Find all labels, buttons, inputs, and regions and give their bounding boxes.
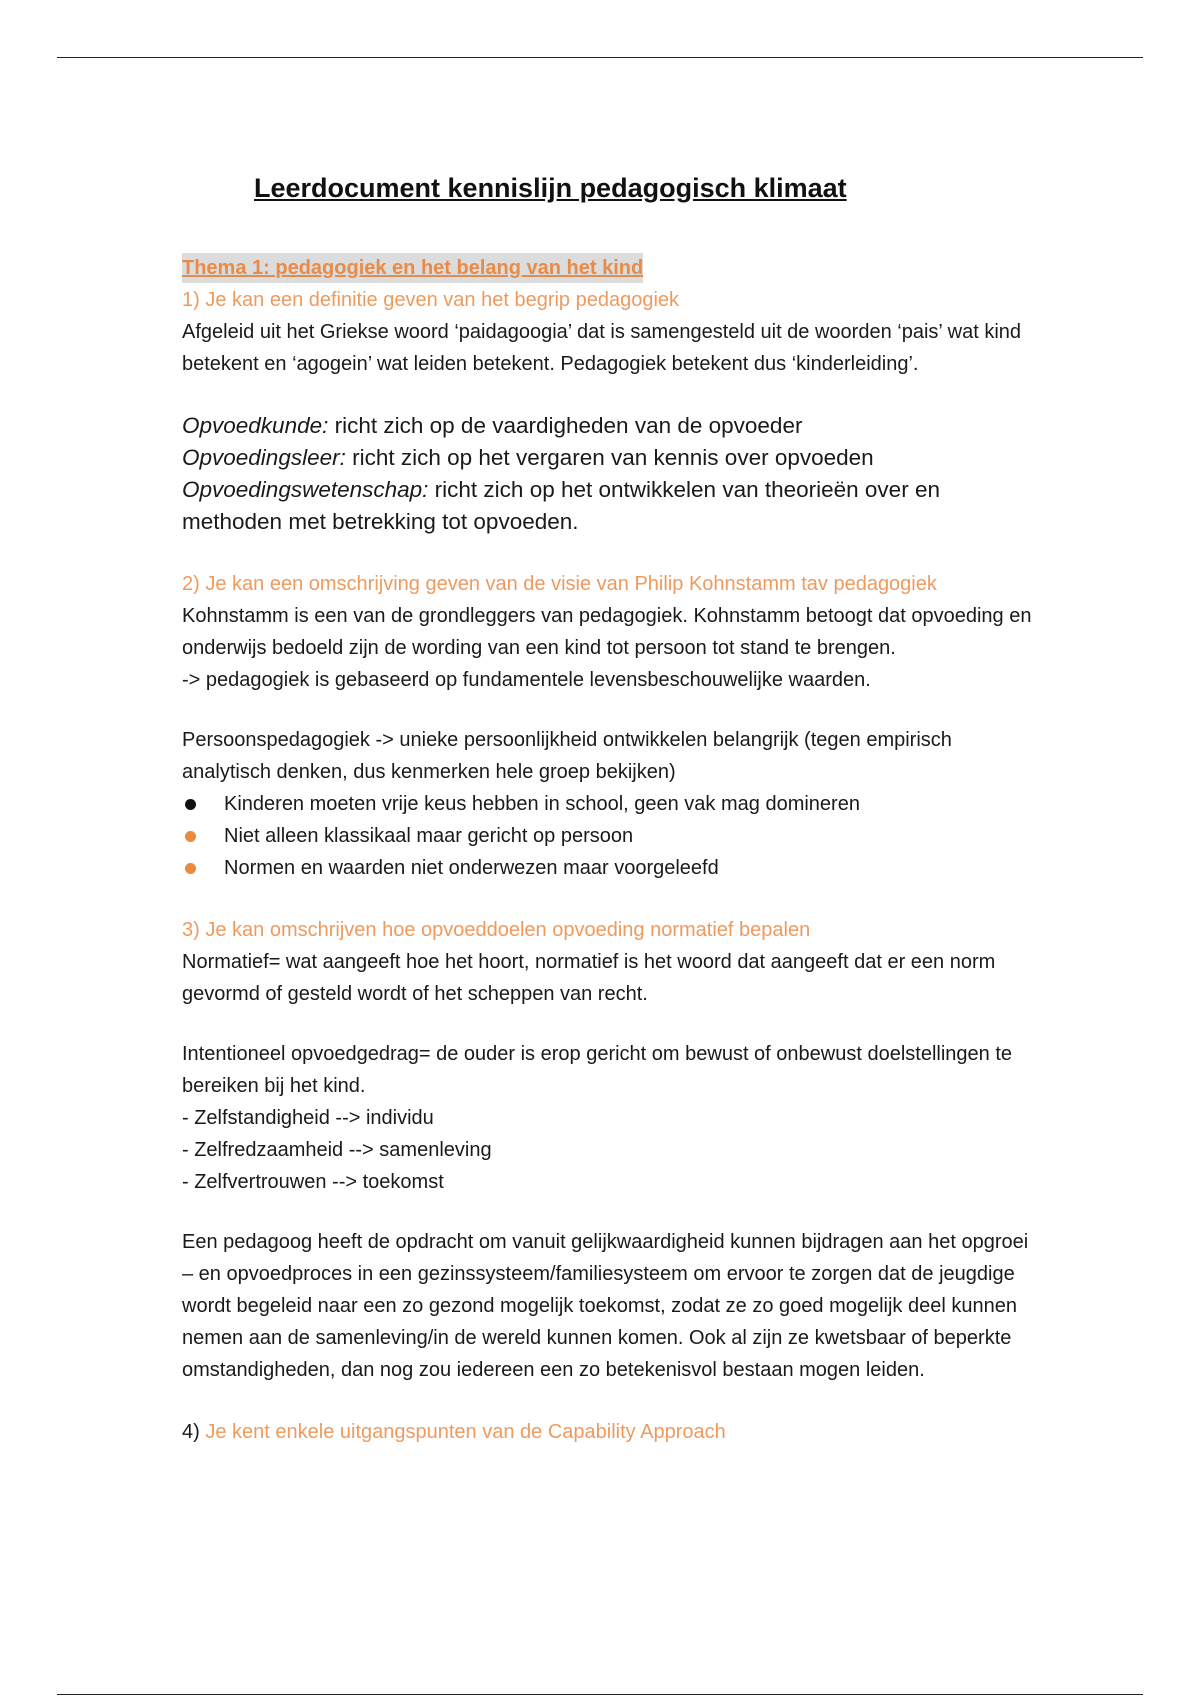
definition-text: richt zich op het vergaren van kennis over opvoeden (345, 445, 874, 470)
definitions-block (182, 410, 1042, 538)
question-4-text: Je kent enkele uitgangspunten van de Capability Approach (199, 1421, 726, 1443)
spacer (182, 380, 1042, 410)
spacer (182, 1386, 1042, 1416)
definition-text: richt zich op de vaardigheden van de opvoeder (328, 413, 803, 438)
spacer (182, 696, 1042, 724)
bullet-text: Kinderen moeten vrije keus hebben in school, geen vak mag domineren (224, 793, 860, 815)
definition-term: Opvoedingsleer: (182, 445, 346, 470)
definition-text: richt zich op het ontwikkelen van theorieën over en methoden met betrekking tot opvoeden. (182, 477, 940, 534)
definition-term: Opvoedingswetenschap: (182, 477, 429, 502)
definition-term: Opvoedkunde: (182, 413, 329, 438)
pedagoog-paragraph: Een pedagoog heeft de opdracht om vanuit gelijkwaardigheid kunnen bijdragen aan het opgroei – en opvoedproces in een gezinssysteem/familiesysteem om ervoor te zorgen dat de jeugdige wordt begeleid naar een zo gezond mogelijk toekomst, zodat ze zo goed mogelijk deel kunnen nemen aan de samenleving/in de wereld kunnen komen. Ook al zijn ze kwetsbaar of beperkte omstandigheden, dan nog zou iedereen een zo betekenisvol bestaan mogen leiden. (182, 1231, 1029, 1381)
bullet-dot-icon (185, 799, 196, 810)
bullet-text: Niet alleen klassikaal maar gericht op persoon (224, 825, 634, 847)
bullet-item (182, 852, 1042, 884)
goal-list-item: - Zelfvertrouwen --> toekomst (182, 1171, 444, 1193)
goal-list-item: - Zelfstandigheid --> individu (182, 1107, 434, 1129)
question-1-heading: 1) Je kan een definitie geven van het begrip pedagogiek (182, 289, 680, 311)
bullet-dot-icon (185, 863, 196, 874)
spacer (182, 1010, 1042, 1038)
question-2-arrow-line: -> pedagogiek is gebaseerd op fundamentele levensbeschouwelijke waarden. (182, 669, 871, 691)
definition-item (182, 410, 1042, 442)
spacer (182, 1198, 1042, 1226)
question-4-number: 4) (182, 1421, 200, 1443)
bullet-list (182, 788, 1042, 884)
spacer (182, 538, 1042, 568)
intentioneel-paragraph: Intentioneel opvoedgedrag= de ouder is erop gericht om bewust of onbewust doelstellingen te bereiken bij het kind. (182, 1043, 1013, 1097)
question-3-heading: 3) Je kan omschrijven hoe opvoeddoelen opvoeding normatief bepalen (182, 919, 811, 941)
normatief-paragraph: Normatief= wat aangeeft hoe het hoort, normatief is het woord dat aangeeft dat er een norm gevormd of gesteld wordt of het scheppen van recht. (182, 951, 996, 1005)
document-title: Leerdocument kennislijn pedagogisch klimaat (254, 173, 847, 203)
question-4-heading (182, 1416, 1042, 1448)
question-1-paragraph: Afgeleid uit het Griekse woord ‘paidagoogia’ dat is samengesteld uit de woorden ‘pais’ wat kind betekent en ‘agogein’ wat leiden betekent. Pedagogiek betekent dus ‘kinderleiding’. (182, 321, 1022, 375)
bottom-rule (57, 1694, 1143, 1695)
bullet-item (182, 820, 1042, 852)
bullet-dot-icon (185, 831, 196, 842)
top-rule (57, 57, 1143, 58)
question-2-paragraph: Kohnstamm is een van de grondleggers van pedagogiek. Kohnstamm betoogt dat opvoeding en onderwijs bedoeld zijn de wording van een kind tot persoon tot stand te brengen. (182, 605, 1032, 659)
definition-item (182, 474, 1042, 538)
theme-heading: Thema 1: pedagogiek en het belang van het kind (182, 253, 643, 283)
goal-list-item: - Zelfredzaamheid --> samenleving (182, 1139, 492, 1161)
spacer (182, 884, 1042, 914)
document-body (182, 252, 1042, 1448)
definition-item (182, 442, 1042, 474)
bullet-text: Normen en waarden niet onderwezen maar voorgeleefd (224, 857, 719, 879)
bullet-item (182, 788, 1042, 820)
question-2-heading: 2) Je kan een omschrijving geven van de visie van Philip Kohnstamm tav pedagogiek (182, 573, 937, 595)
persoonspedagogiek-paragraph: Persoonspedagogiek -> unieke persoonlijkheid ontwikkelen belangrijk (tegen empirisch analytisch denken, dus kenmerken hele groep bekijken) (182, 729, 952, 783)
